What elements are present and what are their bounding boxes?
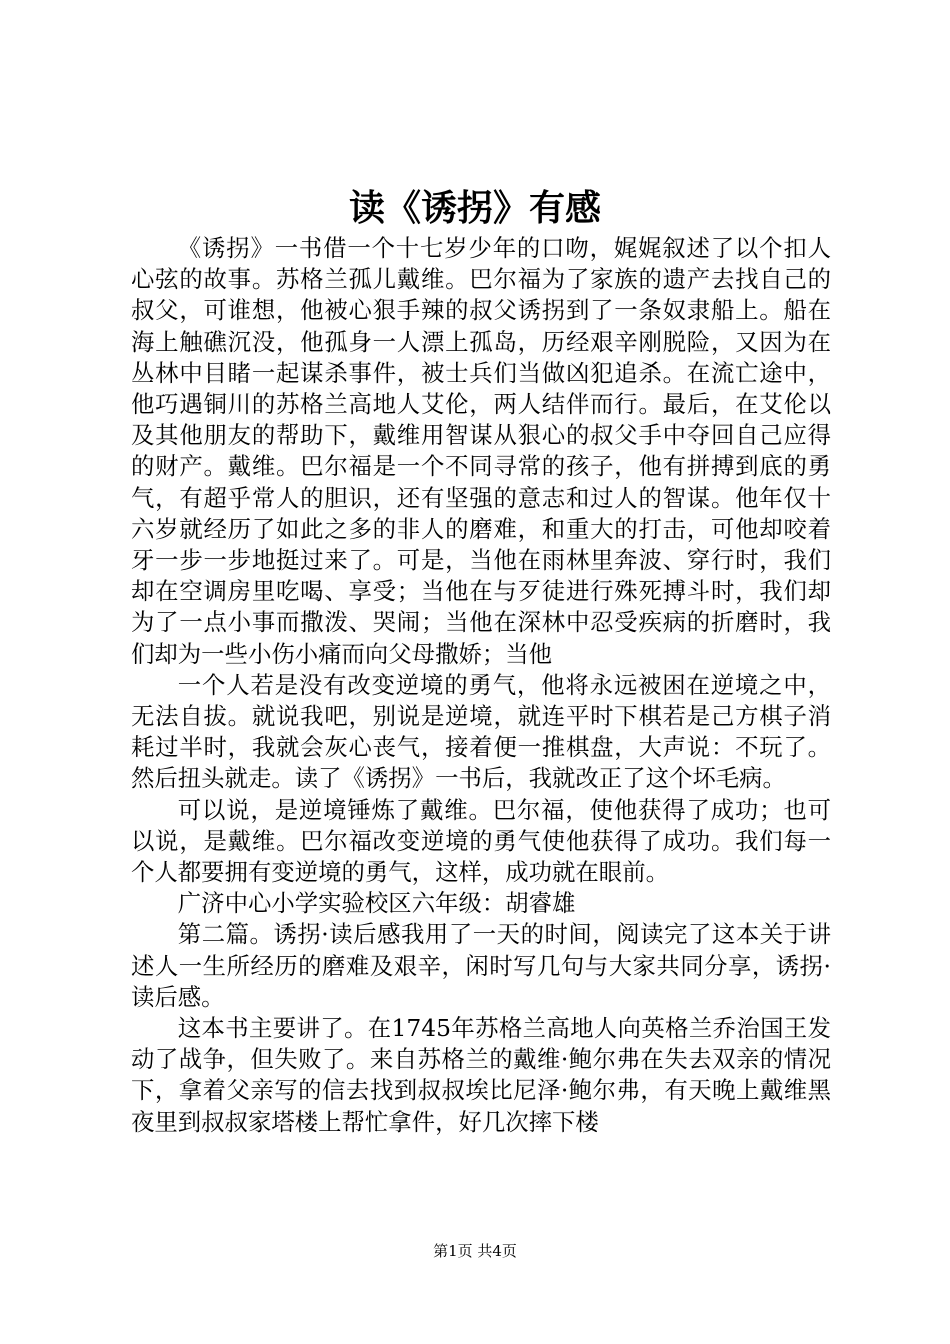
document-body <box>131 233 831 1138</box>
page-footer: 第1页 共4页 <box>433 1242 517 1260</box>
paragraph-3: 可以说，是逆境锤炼了戴维。巴尔福，使他获得了成功；也可以说，是戴维。巴尔福改变逆境的勇气使他获得了成功。我们每一个人都要拥有变逆境的勇气，这样，成功就在眼前。 <box>131 795 831 887</box>
paragraph-2: 一个人若是没有改变逆境的勇气，他将永远被困在逆境之中，无法自拔。就说我吧，别说是逆境，就连平时下棋若是己方棋子消耗过半时，我就会灰心丧气，接着便一推棋盘，大声说：不玩了。然后扭头就走。读了《诱拐》一书后，我就改正了这个坏毛病。 <box>131 670 831 793</box>
paragraph-1: 《诱拐》一书借一个十七岁少年的口吻，娓娓叙述了以个扣人心弦的故事。苏格兰孤儿戴维。巴尔福为了家族的遗产去找自己的叔父，可谁想，他被心狠手辣的叔父诱拐到了一条奴隶船上。船在海上触礁沉没，他孤身一人漂上孤岛，历经艰辛刚脱险，又因为在丛林中目睹一起谋杀事件，被士兵们当做凶犯追杀。在流亡途中，他巧遇铜川的苏格兰高地人艾伦，两人结伴而行。最后，在艾伦以及其他朋友的帮助下，戴维用智谋从狠心的叔父手中夺回自己应得的财产。戴维。巴尔福是一个不同寻常的孩子，他有拼搏到底的勇气，有超乎常人的胆识，还有坚强的意志和过人的智谋。他年仅十六岁就经历了如此之多的非人的磨难，和重大的打击，可他却咬着牙一步一步地挺过来了。可是，当他在雨林里奔波、穿行时，我们却在空调房里吃喝、享受；当他在与歹徒进行殊死搏斗时，我们却为了一点小事而撒泼、哭闹；当他在深林中忍受疾病的折磨时，我们却为一些小伤小痛而向父母撒娇；当他 <box>131 234 831 668</box>
author-line: 广济中心小学实验校区六年级：胡睿雄 <box>177 889 576 918</box>
document-title: 读《诱拐》有感 <box>348 187 601 229</box>
paragraph-6: 这本书主要讲了。在1745年苏格兰高地人向英格兰乔治国王发动了战争，但失败了。来自苏格兰的戴维·鲍尔弗在失去双亲的情况下，拿着父亲写的信去找到叔叔埃比尼泽·鲍尔弗，有天晚上戴维黑夜里到叔叔家塔楼上帮忙拿件，好几次摔下楼 <box>131 1014 831 1136</box>
paragraph-5: 第二篇。诱拐·读后感我用了一天的时间，阅读完了这本关于讲述人一生所经历的磨难及艰辛，闲时写几句与大家共同分享，诱拐·读后感。 <box>131 920 831 1011</box>
